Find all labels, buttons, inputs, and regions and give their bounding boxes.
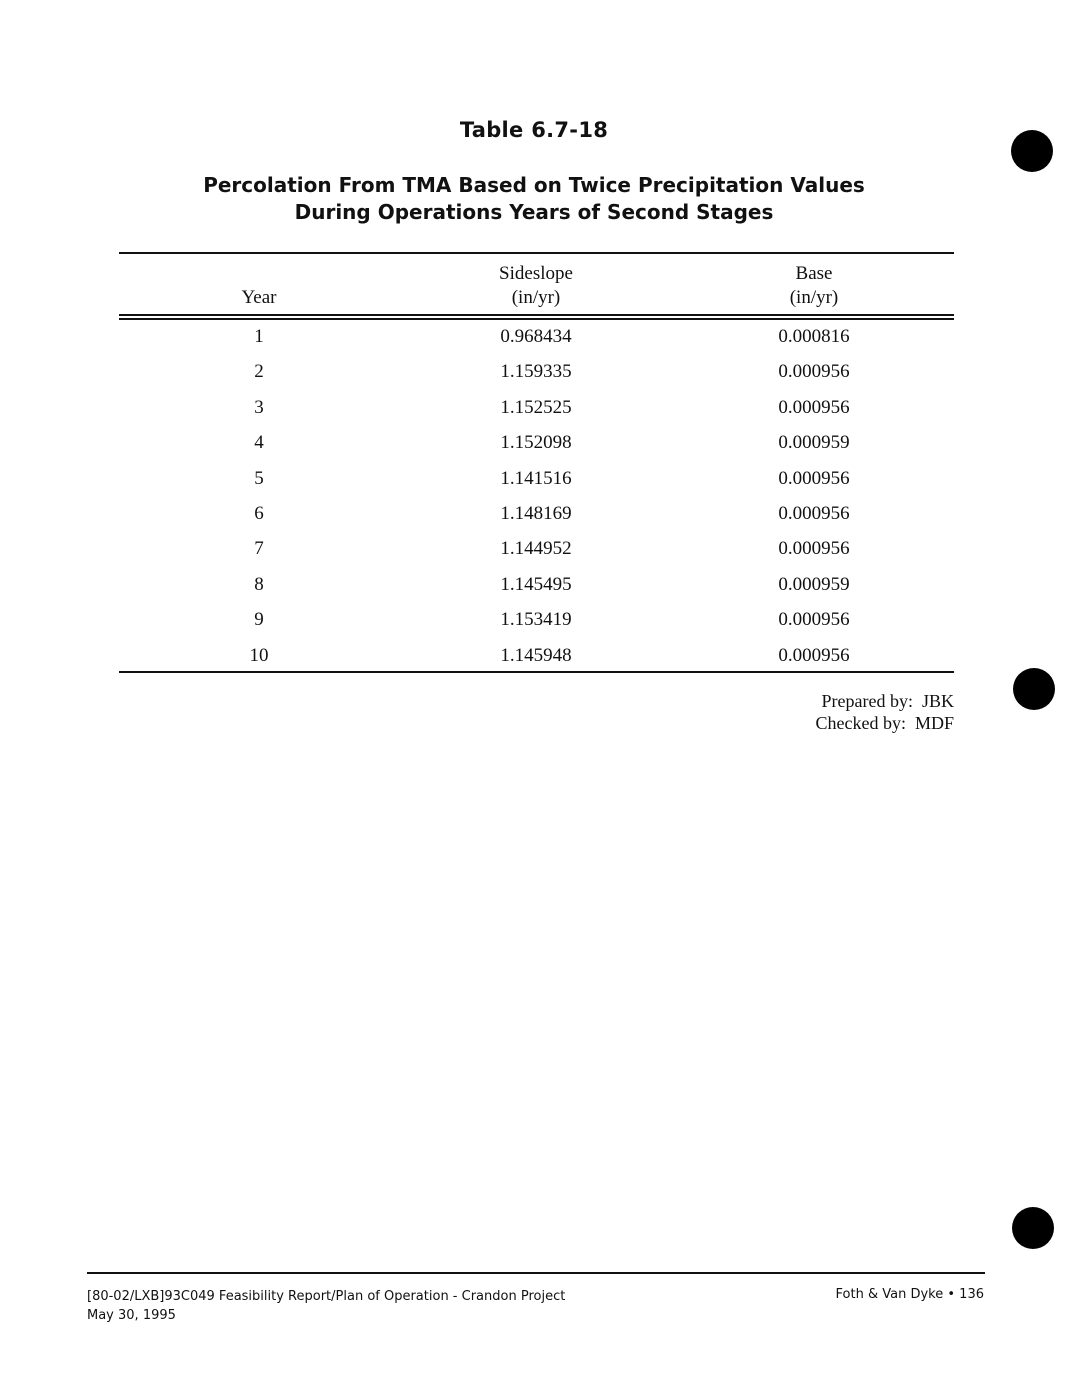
cell-sideslope: 0.968434 (500, 326, 572, 347)
cell-sideslope: 1.152098 (500, 432, 572, 454)
cell-year: 4 (254, 432, 264, 454)
cell-sideslope: 1.145948 (500, 644, 572, 666)
cell-sideslope: 1.141516 (500, 467, 572, 489)
table-row (0, 603, 1068, 638)
prepared-by: Prepared by: JBK (821, 691, 954, 711)
table-row (0, 391, 1068, 426)
cell-sideslope: 1.144952 (500, 538, 572, 560)
cell-base: 0.000956 (778, 609, 850, 631)
table-body (0, 320, 1068, 674)
table-number: Table 6.7-18 (459, 118, 609, 142)
table-title-line-2: During Operations Years of Second Stages (294, 200, 774, 224)
punch-hole-middle (1013, 668, 1055, 710)
table-row (0, 497, 1068, 532)
header-base (714, 262, 914, 310)
header-sideslope-unit: (in/yr) (511, 287, 561, 308)
cell-year: 8 (254, 573, 264, 595)
cell-sideslope: 1.152525 (500, 396, 572, 418)
footer-page-ref: Foth & Van Dyke • 136 (835, 1287, 984, 1302)
cell-base: 0.000956 (778, 396, 850, 418)
punch-hole-bottom (1012, 1207, 1054, 1249)
cell-year: 1 (254, 326, 264, 347)
header-base-label: Base (795, 263, 833, 284)
cell-year: 5 (254, 467, 264, 489)
table-bottom-rule (119, 671, 954, 673)
cell-sideslope: 1.145495 (500, 573, 572, 595)
header-year: Year (241, 287, 277, 308)
cell-base: 0.000816 (778, 326, 850, 347)
cell-base: 0.000959 (778, 432, 850, 454)
cell-year: 2 (254, 361, 264, 383)
cell-sideslope: 1.159335 (500, 361, 572, 383)
table-row (0, 355, 1068, 390)
table-top-rule (119, 252, 954, 254)
header-sideslope-label: Sideslope (499, 263, 573, 284)
table-row (0, 568, 1068, 603)
footer-date: May 30, 1995 (87, 1308, 176, 1323)
header-base-unit: (in/yr) (789, 287, 839, 308)
header-sideslope (436, 262, 636, 310)
table-row (0, 639, 1068, 674)
cell-base: 0.000956 (778, 467, 850, 489)
signoff-block (816, 690, 955, 734)
cell-year: 7 (254, 538, 264, 560)
table-row (0, 426, 1068, 461)
table-title (0, 172, 1068, 226)
cell-year: 10 (249, 644, 269, 666)
cell-base: 0.000959 (778, 573, 850, 595)
table-row (0, 532, 1068, 567)
footer-left (87, 1287, 565, 1325)
footer-doc-ref: [80-02/LXB]93C049 Feasibility Report/Plan of Operation - Crandon Project (87, 1289, 566, 1304)
punch-hole-top (1011, 130, 1053, 172)
cell-year: 3 (254, 396, 264, 418)
table-row (0, 320, 1068, 355)
cell-base: 0.000956 (778, 361, 850, 383)
checked-by: Checked by: MDF (815, 713, 954, 733)
cell-year: 9 (254, 609, 264, 631)
cell-sideslope: 1.148169 (500, 502, 572, 524)
footer-rule (87, 1272, 985, 1274)
cell-base: 0.000956 (778, 538, 850, 560)
cell-year: 6 (254, 502, 264, 524)
cell-base: 0.000956 (778, 644, 850, 666)
table-title-line-1: Percolation From TMA Based on Twice Precipitation Values (203, 173, 865, 197)
table-row (0, 462, 1068, 497)
header-rule-upper (119, 314, 954, 316)
cell-base: 0.000956 (778, 502, 850, 524)
cell-sideslope: 1.153419 (500, 609, 572, 631)
